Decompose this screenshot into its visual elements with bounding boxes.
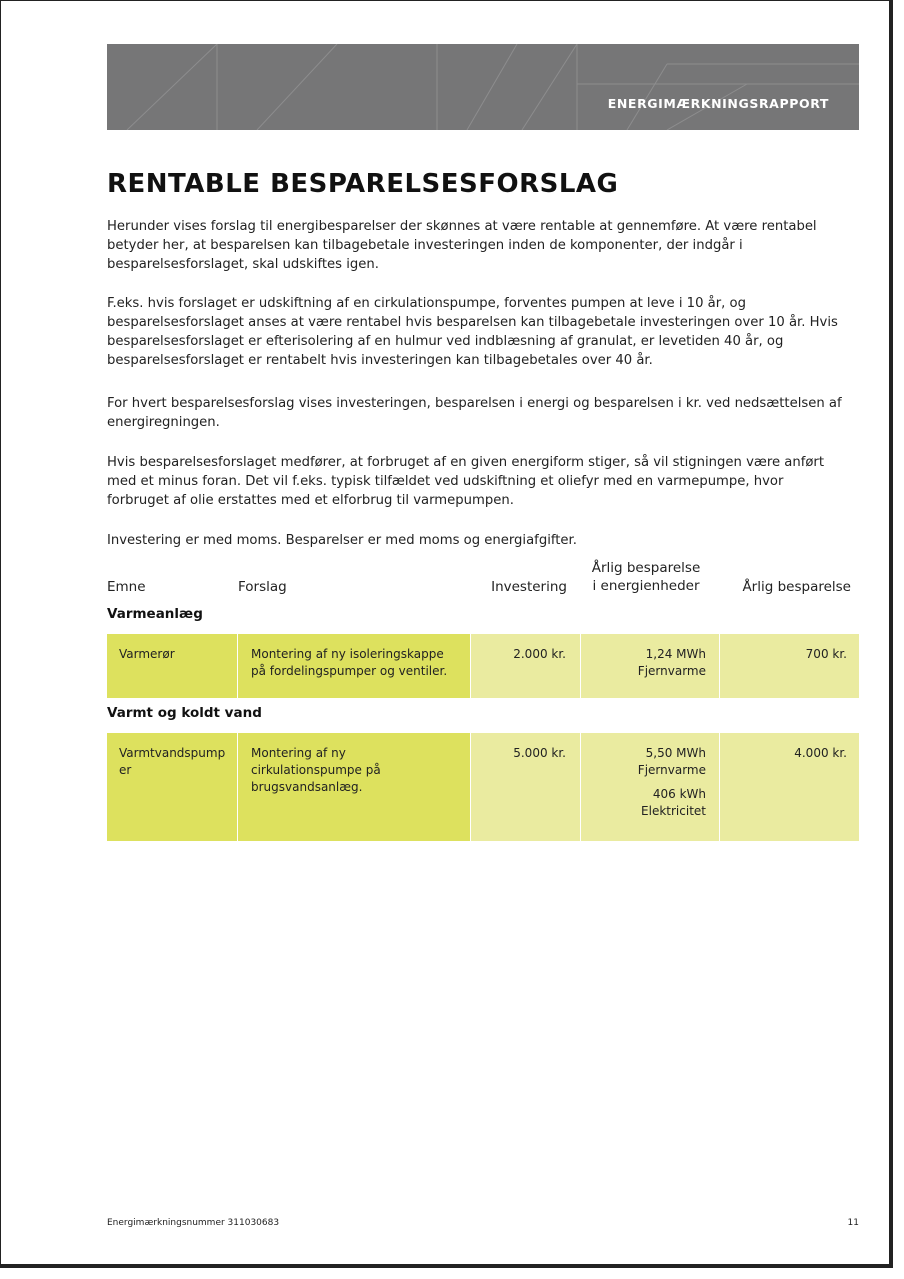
group-title-varmt-og-koldt-vand: Varmt og koldt vand bbox=[107, 705, 262, 721]
table-row bbox=[107, 733, 859, 841]
cell-investering: 2.000 kr. bbox=[471, 634, 581, 698]
energy-type: Elektricitet bbox=[641, 804, 706, 818]
vat-note: Investering er med moms. Besparelser er med moms og energiafgifter. bbox=[107, 533, 577, 548]
cell-forslag: Montering af ny isoleringskappe på fordelingspumper og ventiler. bbox=[238, 634, 471, 698]
intro-paragraph: Herunder vises forslag til energibesparelser der skønnes at være rentable at gennemføre. At være rentabel betyder her, at besparelsen kan tilbagebetale investeringen inden de komponenter, der indgår i besparelsesforslaget, skal udskiftes igen. bbox=[107, 219, 817, 272]
energy-type: Fjernvarme bbox=[637, 664, 706, 678]
energy-amount: 406 kWh bbox=[652, 787, 706, 801]
footer-energy-label-number: Energimærkningsnummer 311030683 bbox=[107, 1218, 280, 1228]
footer-page-number: 11 bbox=[847, 1218, 859, 1228]
page-heading: RENTABLE BESPARELSESFORSLAG bbox=[107, 169, 619, 199]
cell-emne: Varmtvandspumper bbox=[107, 733, 238, 841]
cell-emne: Varmerør bbox=[107, 634, 238, 698]
investment-paragraph: For hvert besparelsesforslag vises investeringen, besparelsen i energi og besparelsen i kr. ved nedsættelsen af energiregningen. bbox=[107, 396, 842, 430]
increase-paragraph: Hvis besparelsesforslaget medfører, at forbruget af en given energiform stiger, så vil stigningen være anført med et minus foran. Det vil f.eks. typisk tilfældet ved udskiftning et oliefyr med en varmepumpe, hvor forbruget af olie erstattes med et elforbrug til varmepumpen. bbox=[107, 455, 824, 508]
cell-besparelse: 700 kr. bbox=[720, 634, 859, 698]
energy-amount: 5,50 MWh bbox=[645, 746, 706, 760]
cell-investering: 5.000 kr. bbox=[471, 733, 581, 841]
example-paragraph: F.eks. hvis forslaget er udskiftning af en cirkulationspumpe, forventes pumpen at leve i 10 år, og besparelsesforslaget anses at være rentabel hvis besparelsen kan tilbagebetale investeringen over 10 år. Hvis besparelsesforslaget er efterisolering af en hulmur ved indblæsning af granulat, er levetiden 40 år, og besparelsesforslaget er rentabelt hvis investeringen kan tilbagebetales over 40 år. bbox=[107, 296, 838, 368]
report-banner bbox=[107, 44, 859, 130]
column-header-energi-line1: Årlig besparelse bbox=[591, 560, 701, 576]
cell-besparelse: 4.000 kr. bbox=[720, 733, 859, 841]
column-header-forslag: Forslag bbox=[238, 579, 287, 595]
banner-decoration bbox=[107, 44, 859, 130]
column-header-investering: Investering bbox=[491, 579, 567, 595]
cell-forslag: Montering af ny cirkulationspumpe på brugsvandsanlæg. bbox=[238, 733, 471, 841]
group-title-varmeanlaeg: Varmeanlæg bbox=[107, 606, 203, 622]
column-header-energi bbox=[581, 559, 711, 595]
cell-energi bbox=[581, 733, 720, 841]
column-header-emne: Emne bbox=[107, 579, 146, 595]
energy-amount: 1,24 MWh bbox=[645, 647, 706, 661]
banner-title: ENERGIMÆRKNINGSRAPPORT bbox=[607, 96, 829, 111]
column-header-energi-line2: i energienheder bbox=[592, 578, 700, 594]
energy-type: Fjernvarme bbox=[637, 763, 706, 777]
column-header-besparelse: Årlig besparelse bbox=[742, 579, 851, 595]
cell-energi bbox=[581, 634, 720, 698]
energy-spacer bbox=[581, 779, 706, 786]
table-row bbox=[107, 634, 859, 698]
